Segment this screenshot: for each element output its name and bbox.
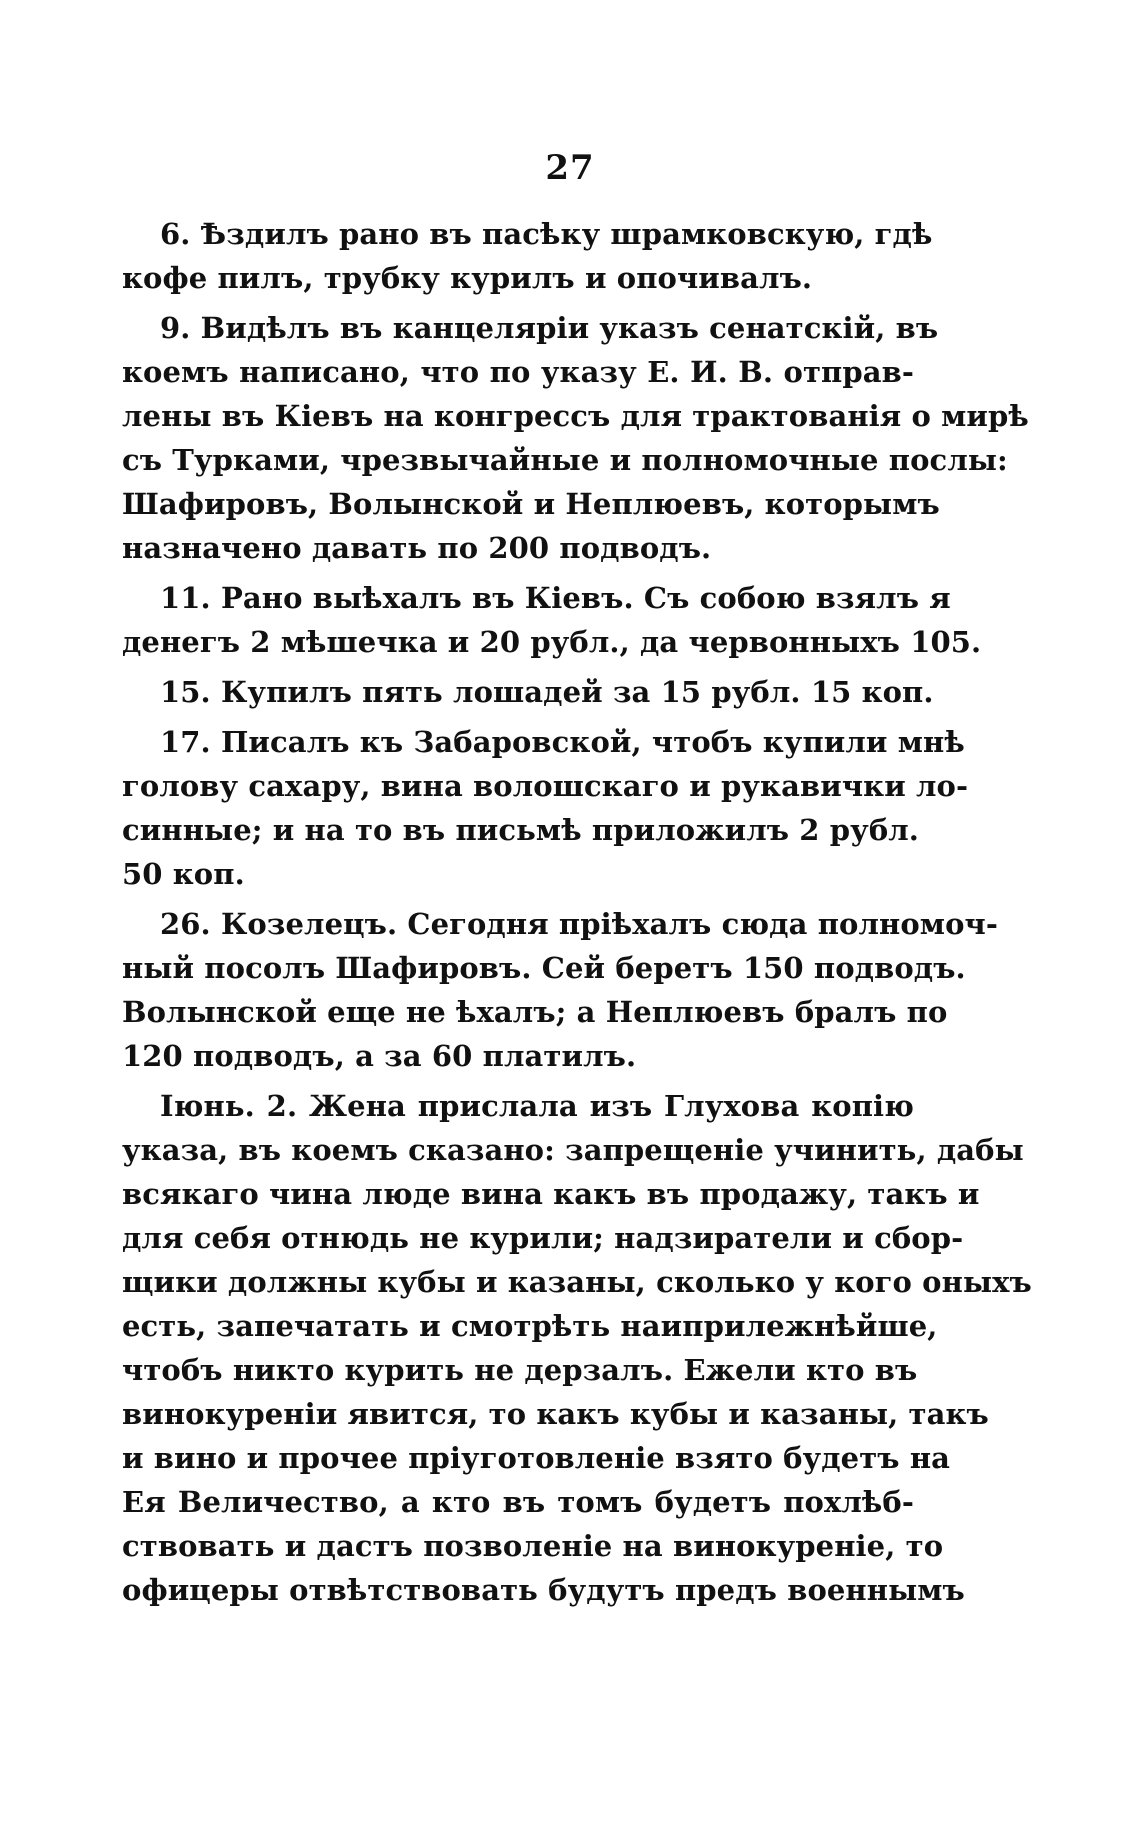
text-line: назначено давать по 200 подводъ. <box>122 531 712 565</box>
text-line: Волынской еще не ѣхалъ; а Неплюевъ бралъ по <box>122 995 948 1029</box>
text-line: 15. Купилъ пять лошадей за 15 рубл. 15 коп. <box>160 675 934 709</box>
text-line: есть, запечатать и смотрѣть наиприлежнѣйше, <box>122 1309 938 1343</box>
text-line: 120 подводъ, а за 60 платилъ. <box>122 1039 637 1073</box>
diary-entry <box>122 902 998 1078</box>
text-line: ствовать и дастъ позволеніе на винокуреніе, то <box>122 1529 944 1563</box>
text-line: винокуреніи явится, то какъ кубы и казаны, такъ <box>122 1397 989 1431</box>
diary-entry <box>122 670 934 714</box>
diary-entry <box>122 306 1029 570</box>
text-line: указа, въ коемъ сказано: запрещеніе учинить, дабы <box>122 1133 1024 1167</box>
text-line: Іюнь. 2. Жена прислала изъ Глухова копію <box>160 1089 914 1123</box>
text-line: и вино и прочее пріуготовленіе взято будетъ на <box>122 1441 951 1475</box>
text-line: 6. Ѣздилъ рано въ пасѣку шрамковскую, гдѣ <box>160 217 933 251</box>
text-line: 50 коп. <box>122 857 245 891</box>
text-line: лены въ Кіевъ на конгрессъ для трактованія о мирѣ <box>122 399 1029 433</box>
text-line: 9. Видѣлъ въ канцеляріи указъ сенатскій, въ <box>160 311 939 345</box>
text-line: съ Турками, чрезвычайные и полномочные послы: <box>122 443 1008 477</box>
text-line: голову сахару, вина волошскаго и рукавички ло- <box>122 769 969 803</box>
diary-entry <box>122 720 969 896</box>
text-line: 11. Рано выѣхалъ въ Кіевъ. Съ собою взялъ я <box>160 581 951 615</box>
text-line: для себя отнюдь не курили; надзиратели и сбор- <box>122 1221 964 1255</box>
text-line: синные; и на то въ письмѣ приложилъ 2 рубл. <box>122 813 919 847</box>
text-line: 26. Козелецъ. Сегодня пріѣхалъ сюда полномоч- <box>160 907 998 941</box>
text-line: Ея Величество, а кто въ томъ будетъ похлѣб- <box>122 1485 914 1519</box>
text-line: 17. Писалъ къ Забаровской, чтобъ купили мнѣ <box>160 725 965 759</box>
diary-entry <box>122 576 982 664</box>
text-line: всякаго чина люде вина какъ въ продажу, такъ и <box>122 1177 980 1211</box>
text-line: ный посолъ Шафировъ. Сей беретъ 150 подводъ. <box>122 951 966 985</box>
text-line: Шафировъ, Волынской и Неплюевъ, которымъ <box>122 487 940 521</box>
diary-entry <box>122 1084 1032 1612</box>
page-number: 27 <box>545 148 595 188</box>
text-line: щики должны кубы и казаны, сколько у кого оныхъ <box>122 1265 1032 1299</box>
diary-entry <box>122 212 933 300</box>
text-line: кофе пилъ, трубку курилъ и опочивалъ. <box>122 261 813 295</box>
text-line: чтобъ никто курить не дерзалъ. Ежели кто въ <box>122 1353 918 1387</box>
text-body <box>122 212 1032 1618</box>
text-line: коемъ написано, что по указу Е. И. В. отправ- <box>122 355 914 389</box>
text-line: офицеры отвѣтствовать будутъ предъ военнымъ <box>122 1573 965 1607</box>
text-line: денегъ 2 мѣшечка и 20 рубл., да червонныхъ 105. <box>122 625 982 659</box>
